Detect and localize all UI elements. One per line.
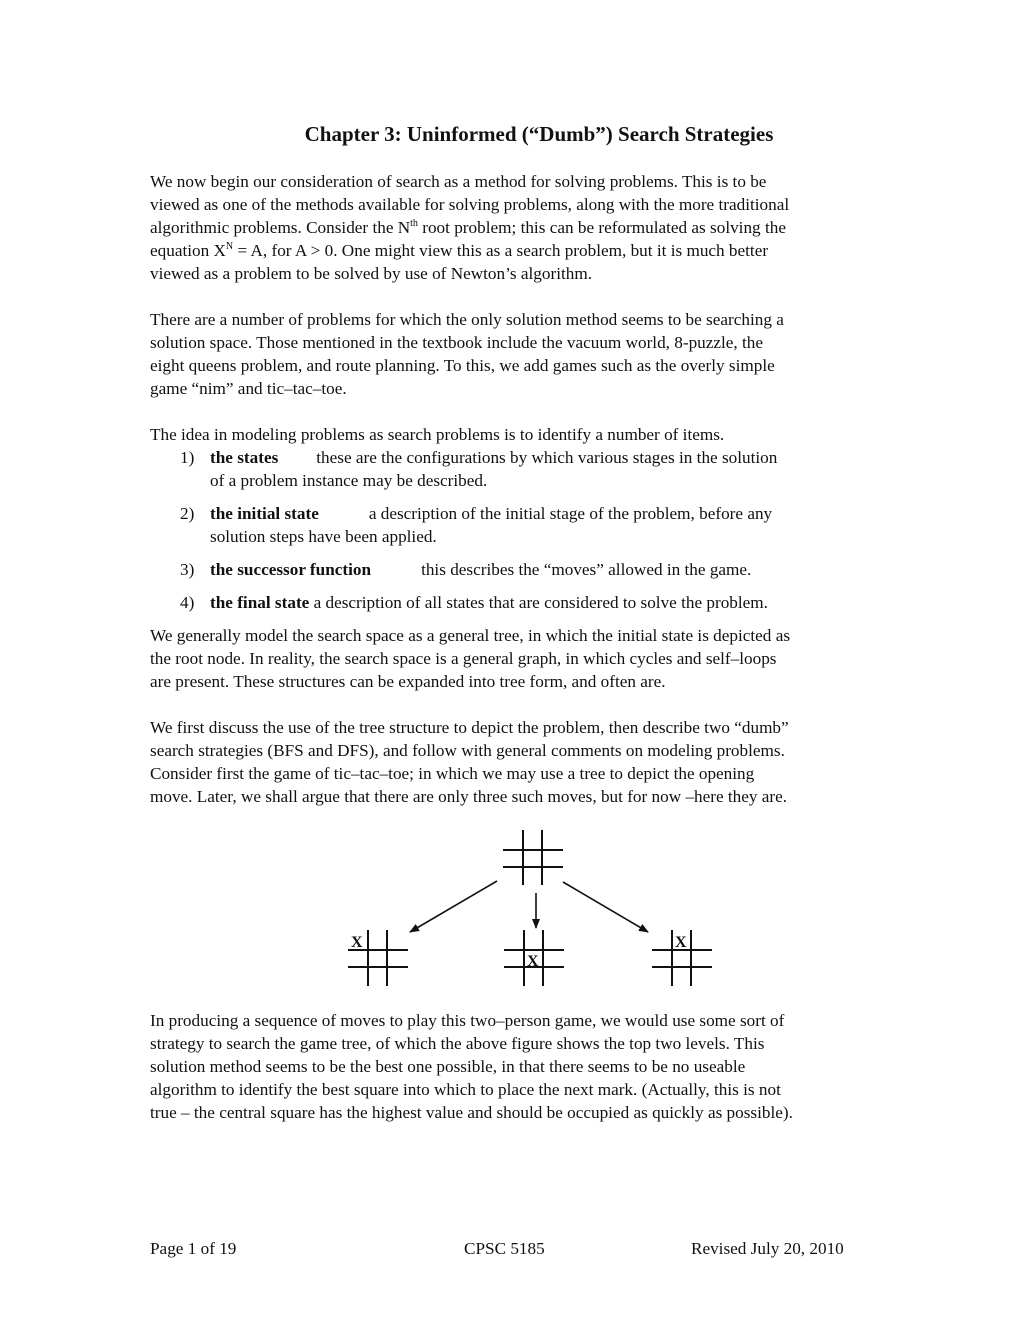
list-description: of a problem instance may be described. bbox=[210, 471, 488, 490]
footer-course: CPSC 5185 bbox=[464, 1239, 545, 1258]
text-line: algorithm to identify the best square into which to place the next mark. (Actually, this is not bbox=[150, 1080, 781, 1099]
footer-revised-date: Revised July 20, 2010 bbox=[691, 1239, 844, 1258]
footer-page-number: Page 1 of 19 bbox=[150, 1239, 237, 1258]
superscript: N bbox=[225, 241, 234, 252]
text-line: viewed as a problem to be solved by use of Newton’s algorithm. bbox=[150, 264, 593, 283]
tree-edge-left bbox=[410, 881, 497, 932]
list-item bbox=[180, 446, 900, 492]
game-strategy-paragraph bbox=[150, 1009, 902, 1124]
list-item bbox=[180, 591, 900, 614]
root-board bbox=[503, 830, 563, 885]
list-description: solution steps have been applied. bbox=[210, 527, 437, 546]
list-number: 4) bbox=[180, 593, 195, 612]
x-mark-corner: X bbox=[351, 934, 363, 951]
text-line: move. Later, we shall argue that there are only three such moves, but for now –here they are. bbox=[150, 787, 788, 806]
list-term: the successor function bbox=[210, 560, 372, 579]
list-number: 1) bbox=[180, 448, 195, 467]
tree-paragraph bbox=[150, 716, 902, 808]
superscript: th bbox=[410, 218, 418, 229]
x-mark-edge: X bbox=[675, 934, 687, 951]
text-line: strategy to search the game tree, of which the above figure shows the top two levels. This bbox=[150, 1034, 765, 1053]
text-line: game “nim” and tic–tac–toe. bbox=[150, 379, 347, 398]
tic-tac-toe-tree-figure bbox=[330, 822, 730, 987]
list-term: the states bbox=[210, 448, 279, 467]
text-fragment: equation X bbox=[150, 241, 226, 260]
list-item bbox=[180, 502, 900, 548]
text-line: There are a number of problems for which the only solution method seems to be searching a bbox=[150, 310, 784, 329]
tree-edge-right bbox=[563, 882, 648, 932]
text-line: viewed as one of the methods available for solving problems, along with the more traditional bbox=[150, 195, 790, 214]
text-line: are present. These structures can be expanded into tree form, and often are. bbox=[150, 672, 666, 691]
text-line: Consider first the game of tic–tac–toe; in which we may use a tree to depict the opening bbox=[150, 764, 755, 783]
text-line: The idea in modeling problems as search problems is to identify a number of items. bbox=[150, 425, 725, 444]
modeling-intro bbox=[150, 423, 902, 446]
list-description: this describes the “moves” allowed in the game. bbox=[421, 560, 752, 579]
x-mark-center: X bbox=[527, 953, 539, 970]
text-line: We first discuss the use of the tree structure to depict the problem, then describe two “dumb” bbox=[150, 718, 789, 737]
search-space-paragraph bbox=[150, 624, 902, 693]
text-line: We now begin our consideration of search as a method for solving problems. This is to be bbox=[150, 172, 767, 191]
text-line: the root node. In reality, the search space is a general graph, in which cycles and self–loops bbox=[150, 649, 777, 668]
list-item bbox=[180, 558, 900, 581]
text-line: true – the central square has the highest value and should be occupied as quickly as possible). bbox=[150, 1103, 793, 1122]
text-line: solution method seems to be the best one possible, in that there seems to be no useable bbox=[150, 1057, 746, 1076]
text-line: solution space. Those mentioned in the textbook include the vacuum world, 8-puzzle, the bbox=[150, 333, 764, 352]
list-description: these are the configurations by which various stages in the solution bbox=[316, 448, 778, 467]
text-fragment: algorithmic problems. Consider the N bbox=[150, 218, 411, 237]
text-line: search strategies (BFS and DFS), and follow with general comments on modeling problems. bbox=[150, 741, 785, 760]
problems-paragraph bbox=[150, 308, 902, 400]
text-line: In producing a sequence of moves to play this two–person game, we would use some sort of bbox=[150, 1011, 785, 1030]
text-line: eight queens problem, and route planning. To this, we add games such as the overly simple bbox=[150, 356, 775, 375]
list-number: 3) bbox=[180, 560, 195, 579]
chapter-title: Chapter 3: Uninformed (“Dumb”) Search Strategies bbox=[304, 122, 774, 146]
intro-paragraph bbox=[150, 170, 902, 285]
list-description: a description of the initial stage of the problem, before any bbox=[368, 504, 773, 523]
list-term: the final state bbox=[210, 593, 310, 612]
list-term: the initial state bbox=[210, 504, 319, 523]
text-line bbox=[150, 216, 902, 239]
text-line bbox=[150, 239, 902, 262]
list-number: 2) bbox=[180, 504, 195, 523]
text-fragment: = A, for A > 0. One might view this as a search problem, but it is much better bbox=[233, 241, 769, 260]
text-line: We generally model the search space as a general tree, in which the initial state is depicted as bbox=[150, 626, 791, 645]
text-fragment: root problem; this can be reformulated as solving the bbox=[417, 218, 786, 237]
list-description: a description of all states that are considered to solve the problem. bbox=[309, 593, 768, 612]
